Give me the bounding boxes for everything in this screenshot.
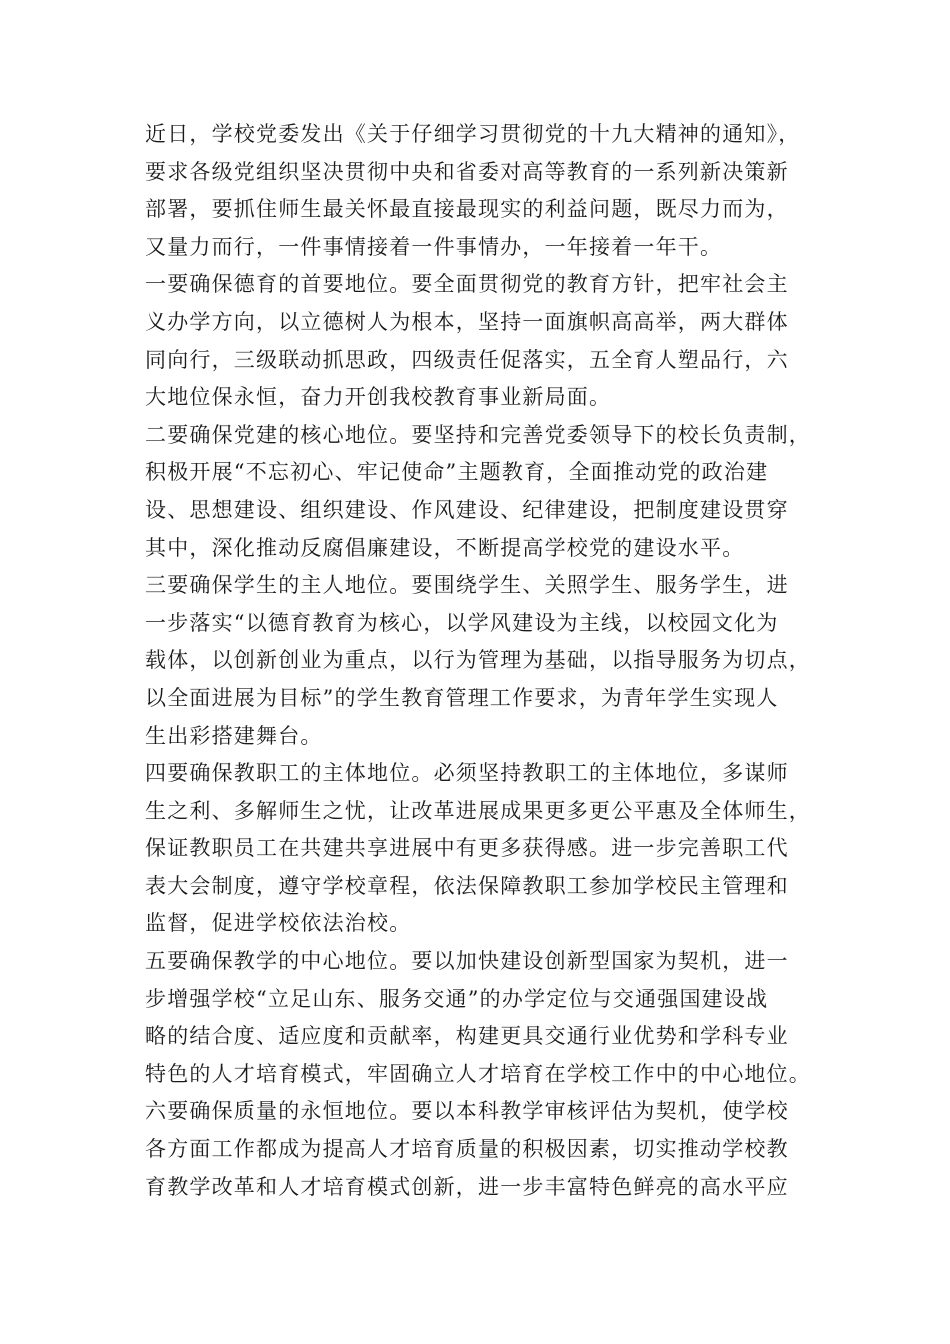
text-line: 部署，要抓住师生最关怀最直接最现实的利益问题，既尽力而为， (145, 197, 789, 222)
text-line: 同向行，三级联动抓思政，四级责任促落实，五全育人塑品行，六 (145, 347, 789, 372)
text-line: 步增强学校“立足山东、服务交通”的办学定位与交通强国建设战 (145, 986, 769, 1011)
text-line: 监督，促进学校依法治校。 (145, 911, 412, 936)
text-line: 近日，学校党委发出《关于仔细学习贯彻党的十九大精神的通知》， (145, 122, 801, 146)
text-line: 其中，深化推动反腐倡廉建设，不断提高学校党的建设水平。 (145, 535, 745, 560)
text-line: 表大会制度，遵守学校章程，依法保障教职工参加学校民主管理和 (145, 873, 789, 898)
text-line: 育教学改革和人才培育模式创新，进一步丰富特色鲜亮的高水平应 (145, 1174, 789, 1199)
text-line: 以全面进展为目标”的学生教育管理工作要求，为青年学生实现人 (145, 685, 779, 710)
text-line: 积极开展“不忘初心、牢记使命”主题教育，全面推动党的政治建 (145, 460, 769, 485)
text-line: 载体，以创新创业为重点，以行为管理为基础，以指导服务为切点， (145, 648, 811, 673)
text-line: 六要确保质量的永恒地位。要以本科教学审核评估为契机，使学校 (145, 1099, 789, 1124)
text-line: 生之利、多解师生之忧，让改革进展成果更多更公平惠及全体师生， (145, 798, 811, 823)
text-line: 一步落实“以德育教育为核心，以学风建设为主线，以校园文化为 (145, 610, 779, 635)
text-line: 保证教职员工在共建共享进展中有更多获得感。进一步完善职工代 (145, 836, 789, 861)
text-line: 又量力而行，一件事情接着一件事情办，一年接着一年干。 (145, 234, 723, 259)
text-line: 设、思想建设、组织建设、作风建设、纪律建设，把制度建设贯穿 (145, 497, 789, 522)
text-line: 要求各级党组织坚决贯彻中央和省委对高等教育的一系列新决策新 (145, 159, 789, 184)
text-line: 特色的人才培育模式，牢固确立人才培育在学校工作中的中心地位。 (145, 1061, 811, 1086)
text-line: 一要确保德育的首要地位。要全面贯彻党的教育方针，把牢社会主 (145, 272, 789, 297)
text-line: 略的结合度、适应度和贡献率，构建更具交通行业优势和学科专业 (145, 1024, 789, 1049)
text-line: 生出彩搭建舞台。 (145, 723, 323, 748)
text-line: 各方面工作都成为提高人才培育质量的积极因素，切实推动学校教 (145, 1137, 789, 1162)
text-line: 四要确保教职工的主体地位。必须坚持教职工的主体地位，多谋师 (145, 761, 789, 786)
text-line: 二要确保党建的核心地位。要坚持和完善党委领导下的校长负责制， (145, 422, 811, 447)
document-body (145, 116, 810, 1206)
text-line: 三要确保学生的主人地位。要围绕学生、关照学生、服务学生，进 (145, 573, 789, 598)
text-line: 五要确保教学的中心地位。要以加快建设创新型国家为契机，进一 (145, 949, 789, 974)
text-line: 义办学方向，以立德树人为根本，坚持一面旗帜高高举，两大群体 (145, 309, 789, 334)
text-line: 大地位保永恒，奋力开创我校教育事业新局面。 (145, 385, 612, 410)
